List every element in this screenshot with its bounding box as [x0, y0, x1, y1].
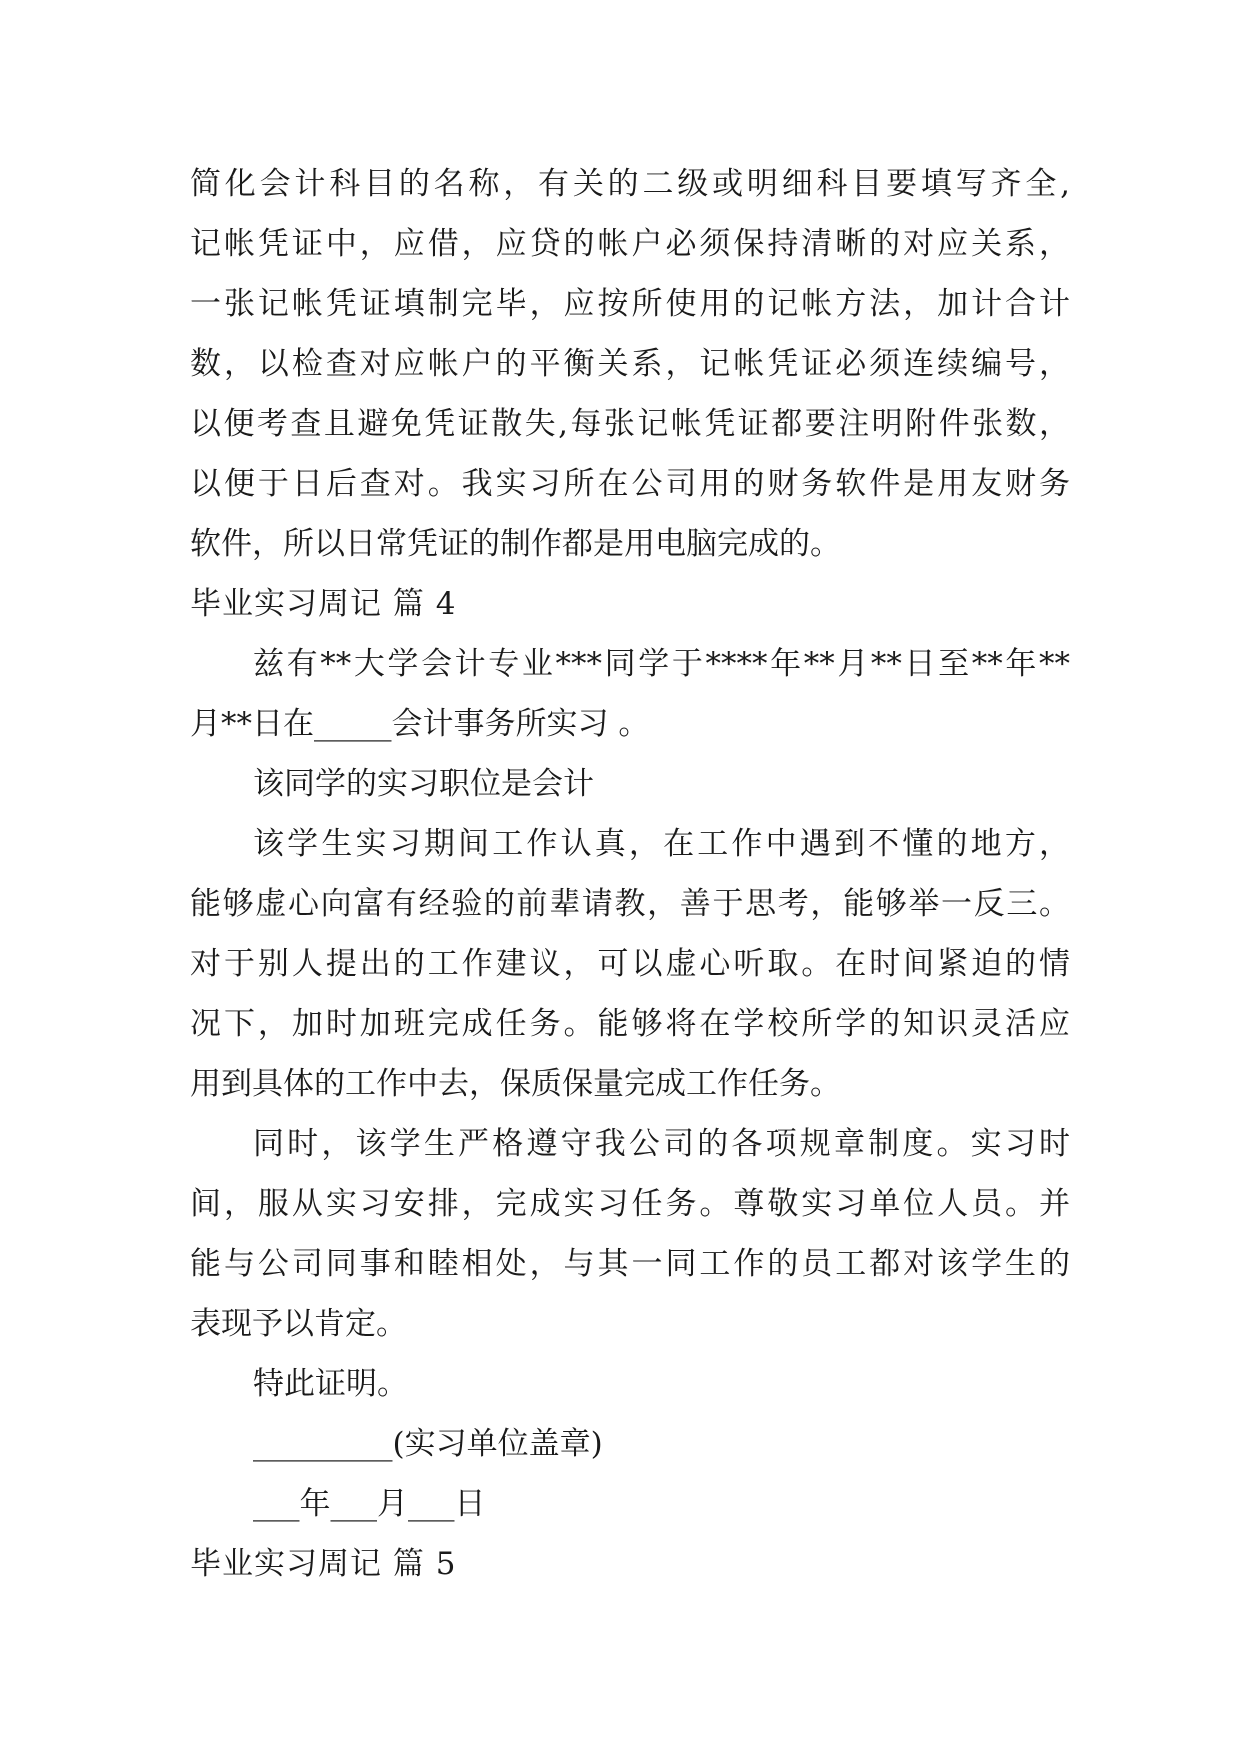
body-line: 能够虚心向富有经验的前辈请教，善于思考，能够举一反三。: [190, 886, 1070, 922]
body-line: 对于别人提出的工作建议，可以虚心听取。在时间紧迫的情: [190, 946, 1070, 982]
body-line: 月**日在_____会计事务所实习 。: [190, 706, 650, 742]
seal-line: _________(实习单位盖章): [253, 1426, 603, 1462]
body-line: 软件，所以日常凭证的制作都是用电脑完成的。: [190, 526, 841, 562]
body-line: 该同学的实习职位是会计: [253, 766, 594, 802]
section-heading: 毕业实习周记 篇 5: [190, 1546, 457, 1582]
section-heading: 毕业实习周记 篇 4: [190, 586, 457, 622]
body-line: 以便考查且避免凭证散失,每张记帐凭证都要注明附件张数，: [190, 406, 1070, 442]
body-line: 以便于日后查对。我实习所在公司用的财务软件是用友财务: [190, 466, 1070, 502]
body-line: 该学生实习期间工作认真，在工作中遇到不懂的地方，: [253, 826, 1070, 862]
body-line: 简化会计科目的名称，有关的二级或明细科目要填写齐全,: [190, 166, 1070, 202]
body-line: 数，以检查对应帐户的平衡关系，记帐凭证必须连续编号，: [190, 346, 1070, 382]
body-line: 况下，加时加班完成任务。能够将在学校所学的知识灵活应: [190, 1006, 1070, 1042]
closing-statement: 特此证明。: [253, 1366, 408, 1402]
body-line: 兹有**大学会计专业***同学于****年**月**日至**年**: [253, 646, 1070, 682]
body-line: 表现予以肯定。: [190, 1306, 407, 1342]
date-line: ___年___月___日: [253, 1486, 486, 1522]
body-line: 记帐凭证中，应借，应贷的帐户必须保持清晰的对应关系，: [190, 226, 1070, 262]
body-line: 用到具体的工作中去，保质保量完成工作任务。: [190, 1066, 841, 1102]
body-line: 同时，该学生严格遵守我公司的各项规章制度。实习时: [253, 1126, 1070, 1162]
body-line: 能与公司同事和睦相处，与其一同工作的员工都对该学生的: [190, 1246, 1070, 1282]
body-line: 一张记帐凭证填制完毕，应按所使用的记帐方法，加计合计: [190, 286, 1070, 322]
body-line: 间，服从实习安排，完成实习任务。尊敬实习单位人员。并: [190, 1186, 1070, 1222]
